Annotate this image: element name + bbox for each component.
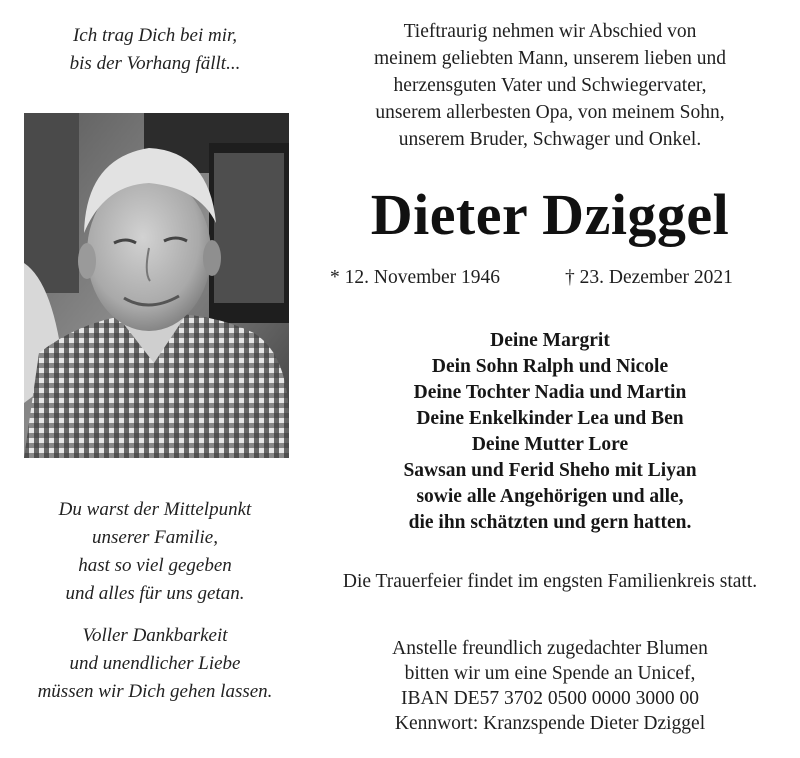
intro-line: Tieftraurig nehmen wir Abschied von — [403, 21, 697, 42]
motto-line: bis der Vorhang fällt... — [69, 53, 241, 74]
verse-line: Du warst der Mittelpunkt — [58, 499, 252, 520]
ceremony-note: Die Trauerfeier findet im engsten Familienkreis statt. — [342, 571, 758, 592]
donation-note — [300, 636, 800, 736]
donation-line: Kennwort: Kranzspende Dieter Dziggel — [394, 713, 706, 734]
portrait-illustration — [24, 113, 289, 458]
intro-line: herzensguten Vater und Schwiegervater, — [393, 75, 707, 96]
intro-text — [300, 18, 800, 153]
verse-line: unserer Familie, — [92, 527, 218, 548]
verse-2 — [0, 622, 310, 706]
verse-line: und alles für uns getan. — [65, 583, 245, 604]
family-line: Deine Enkelkinder Lea und Ben — [416, 408, 684, 429]
family-line: Deine Tochter Nadia und Martin — [413, 382, 687, 403]
family-line: Sawsan und Ferid Sheho mit Liyan — [403, 460, 697, 481]
verse-line: müssen wir Dich gehen lassen. — [37, 681, 273, 702]
donation-line: Anstelle freundlich zugedachter Blumen — [392, 638, 708, 659]
left-column — [0, 0, 310, 758]
verse-line: und unendlicher Liebe — [69, 653, 241, 674]
portrait-photo — [24, 113, 289, 458]
deceased-name: Dieter Dziggel — [370, 182, 730, 247]
intro-line: meinem geliebten Mann, unserem lieben und — [374, 48, 726, 69]
intro-line: unserem allerbesten Opa, von meinem Sohn, — [375, 102, 725, 123]
family-line: Deine Margrit — [490, 330, 610, 351]
death-date: † 23. Dezember 2021 — [565, 267, 733, 288]
birth-date: * 12. November 1946 — [330, 267, 501, 288]
verse-line: hast so viel gegeben — [78, 555, 232, 576]
family-line: Deine Mutter Lore — [471, 434, 629, 455]
family-line: die ihn schätzten und gern hatten. — [408, 512, 692, 533]
right-column — [300, 0, 800, 758]
donation-line: IBAN DE57 3702 0500 0000 3000 00 — [401, 688, 699, 709]
family-line: sowie alle Angehörigen und alle, — [416, 486, 684, 507]
motto — [0, 22, 310, 78]
motto-line: Ich trag Dich bei mir, — [72, 25, 238, 46]
donation-line: bitten wir um eine Spende an Unicef, — [404, 663, 696, 684]
verse-line: Voller Dankbarkeit — [82, 625, 228, 646]
family-list — [300, 328, 800, 536]
family-line: Dein Sohn Ralph und Nicole — [431, 356, 669, 377]
intro-line: unserem Bruder, Schwager und Onkel. — [398, 129, 702, 150]
verse-1 — [0, 496, 310, 608]
